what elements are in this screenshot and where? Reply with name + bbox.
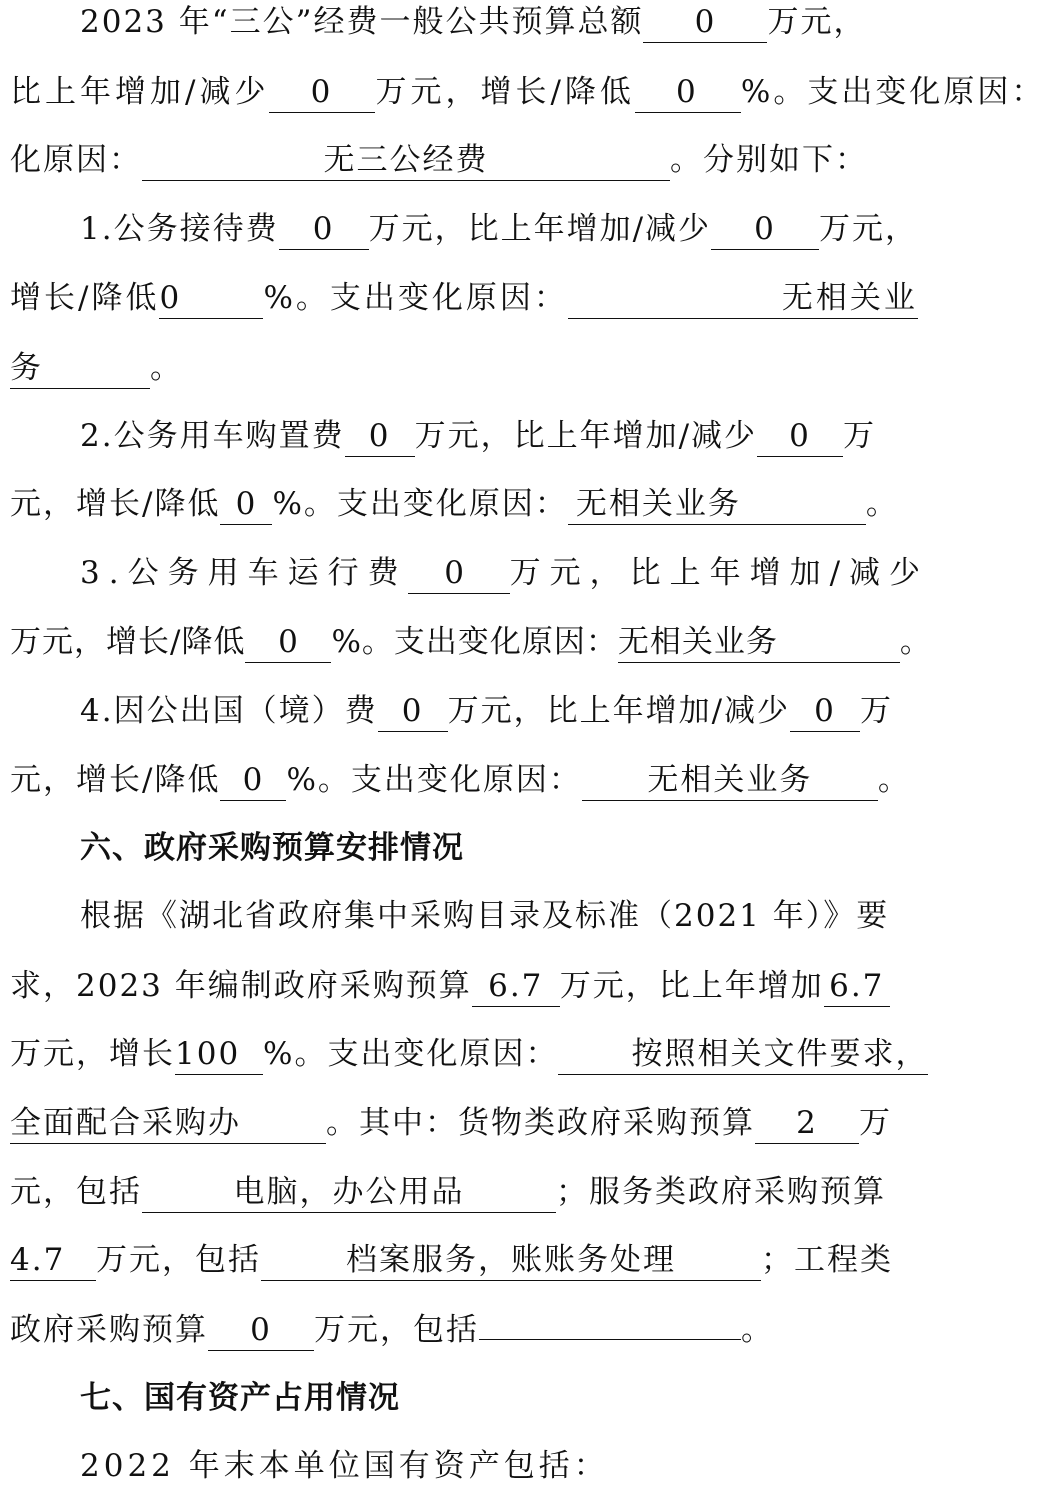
section6-works-items: [479, 1299, 741, 1340]
item3-pct-label: 万元，增长/降低: [10, 624, 246, 660]
item1-pct: 0: [159, 278, 263, 319]
item1-change-label: 万元，比上年增加/减少: [368, 211, 712, 247]
item1-line-2: [0, 268, 940, 328]
item4-pct-label: 元，增长/降低: [10, 762, 221, 798]
section6-line-3: [0, 1024, 940, 1084]
item2-end: 。: [865, 486, 899, 522]
sangong-line-1: [0, 0, 940, 52]
sangong-reason-label: %。支出变化原因：: [740, 74, 1045, 110]
section6-basis: 根据《湖北省政府集中采购目录及标准（2021 年）》要: [80, 898, 890, 934]
sangong-total-value: 0: [643, 2, 767, 43]
item1-amount: 0: [279, 209, 369, 250]
section6-goods: 2: [755, 1103, 859, 1144]
sangong-reason-label-2: 化原因：: [10, 142, 142, 178]
section6-services-items: 档案服务，账账务处理: [261, 1240, 761, 1281]
section6-services: 4.7: [10, 1240, 96, 1281]
item2-unit: 万: [843, 418, 877, 454]
item2-label: 2.公务用车购置费: [80, 418, 345, 454]
item2-line-1: [0, 406, 940, 466]
section6-line-1: [0, 886, 940, 946]
section6-works-label: ；工程类: [761, 1242, 893, 1278]
item1-line-1: [0, 199, 940, 259]
sangong-change-value: 0: [269, 72, 375, 113]
item4-change-label: 万元，比上年增加/减少: [447, 693, 791, 729]
sangong-followup: 。分别如下：: [670, 142, 868, 178]
item3-label: 3.公务用车运行费: [80, 555, 408, 591]
item2-pct: 0: [220, 484, 272, 525]
section6-line-5: [0, 1162, 940, 1222]
item2-amount: 0: [345, 416, 415, 457]
item3-pct: 0: [245, 622, 331, 663]
item3-end: 。: [899, 624, 932, 660]
section6-line-7: [0, 1299, 940, 1359]
section6-line-4: [0, 1093, 940, 1153]
section6-works-include-label: 万元，包括: [314, 1312, 479, 1348]
item1-label: 1.公务接待费: [80, 211, 279, 247]
item2-change: 0: [757, 416, 843, 457]
item1-unit: 万元，: [819, 211, 919, 247]
sangong-unit: 万元，: [767, 4, 867, 40]
item4-label: 4.因公出国（境）费: [80, 693, 378, 729]
item4-reason-label: %。支出变化原因：: [286, 762, 582, 798]
item2-line-2: [0, 474, 940, 534]
sangong-line-2: [0, 62, 1045, 122]
item4-pct: 0: [220, 760, 286, 801]
item1-pct-label: 增长/降低: [10, 280, 160, 316]
item4-line-1: [0, 681, 940, 741]
section6-works: 0: [208, 1310, 314, 1351]
item4-end: 。: [877, 762, 911, 798]
item4-change: 0: [790, 691, 860, 732]
section6-goods-label: 。其中：货物类政府采购预算: [326, 1105, 755, 1141]
section6-budget: 6.7: [472, 966, 560, 1007]
item3-amount: 0: [408, 553, 510, 594]
section6-heading: [0, 818, 940, 878]
section6-goods-unit: 万: [859, 1105, 892, 1141]
section6-line-2: [0, 956, 940, 1016]
item1-reason: 无相关业: [568, 278, 918, 319]
item2-pct-label: 元，增长/降低: [10, 486, 221, 522]
section6-increase: 6.7: [824, 966, 890, 1007]
section7-heading: [0, 1368, 940, 1428]
item3-reason: 无相关业务: [618, 622, 900, 663]
item1-reason-label: %。支出变化原因：: [263, 280, 568, 316]
sangong-pct-label: 万元，增长/降低: [375, 74, 635, 110]
item4-reason: 无相关业务: [582, 760, 878, 801]
item1-reason-cont: 务: [10, 348, 150, 389]
section6-heading-text: 六、政府采购预算安排情况: [80, 830, 464, 866]
sangong-line-3: [0, 130, 940, 190]
item3-change-label: 万元，比上年增加/减少: [509, 555, 930, 591]
section7-line-1: [0, 1436, 940, 1496]
item1-end: 。: [150, 350, 181, 386]
sangong-total-label: 2023 年“三公”经费一般公共预算总额: [80, 4, 644, 40]
section7-assets-intro: 2022 年末本单位国有资产包括：: [80, 1448, 609, 1484]
section6-growth: 100: [175, 1034, 263, 1075]
section6-end: 。: [741, 1312, 774, 1348]
sangong-pct-value: 0: [635, 72, 741, 113]
section6-services-label: ；服务类政府采购预算: [556, 1174, 886, 1210]
item1-change: 0: [711, 209, 819, 250]
section6-reason-label: %。支出变化原因：: [263, 1036, 559, 1072]
section6-line-6: [0, 1230, 940, 1290]
item2-change-label: 万元，比上年增加/减少: [414, 418, 758, 454]
sangong-reason-value: 无三公经费: [142, 140, 670, 181]
section6-reason: 按照相关文件要求，: [558, 1034, 928, 1075]
section7-heading-text: 七、国有资产占用情况: [80, 1380, 400, 1416]
item2-reason: 无相关业务: [568, 484, 866, 525]
item3-line-1: [0, 543, 940, 603]
section6-budget-label: 求，2023 年编制政府采购预算: [10, 968, 472, 1004]
item4-amount: 0: [378, 691, 448, 732]
item3-line-2: [0, 612, 940, 672]
item4-line-2: [0, 750, 940, 810]
section6-reason-cont: 全面配合采购办: [10, 1103, 326, 1144]
sangong-change-label: 比上年增加/减少: [10, 74, 270, 110]
section6-goods-include-label: 元，包括: [10, 1174, 142, 1210]
item4-unit: 万: [860, 693, 894, 729]
section6-works-budget-label: 政府采购预算: [10, 1312, 208, 1348]
section6-services-include-label: 万元，包括: [96, 1242, 261, 1278]
item3-reason-label: %。支出变化原因：: [331, 624, 618, 660]
section6-goods-items: 电脑，办公用品: [142, 1172, 556, 1213]
item1-line-3: [0, 338, 940, 398]
section6-growth-label: 万元，增长: [10, 1036, 175, 1072]
item2-reason-label: %。支出变化原因：: [272, 486, 568, 522]
section6-increase-label: 万元，比上年增加: [559, 968, 824, 1004]
